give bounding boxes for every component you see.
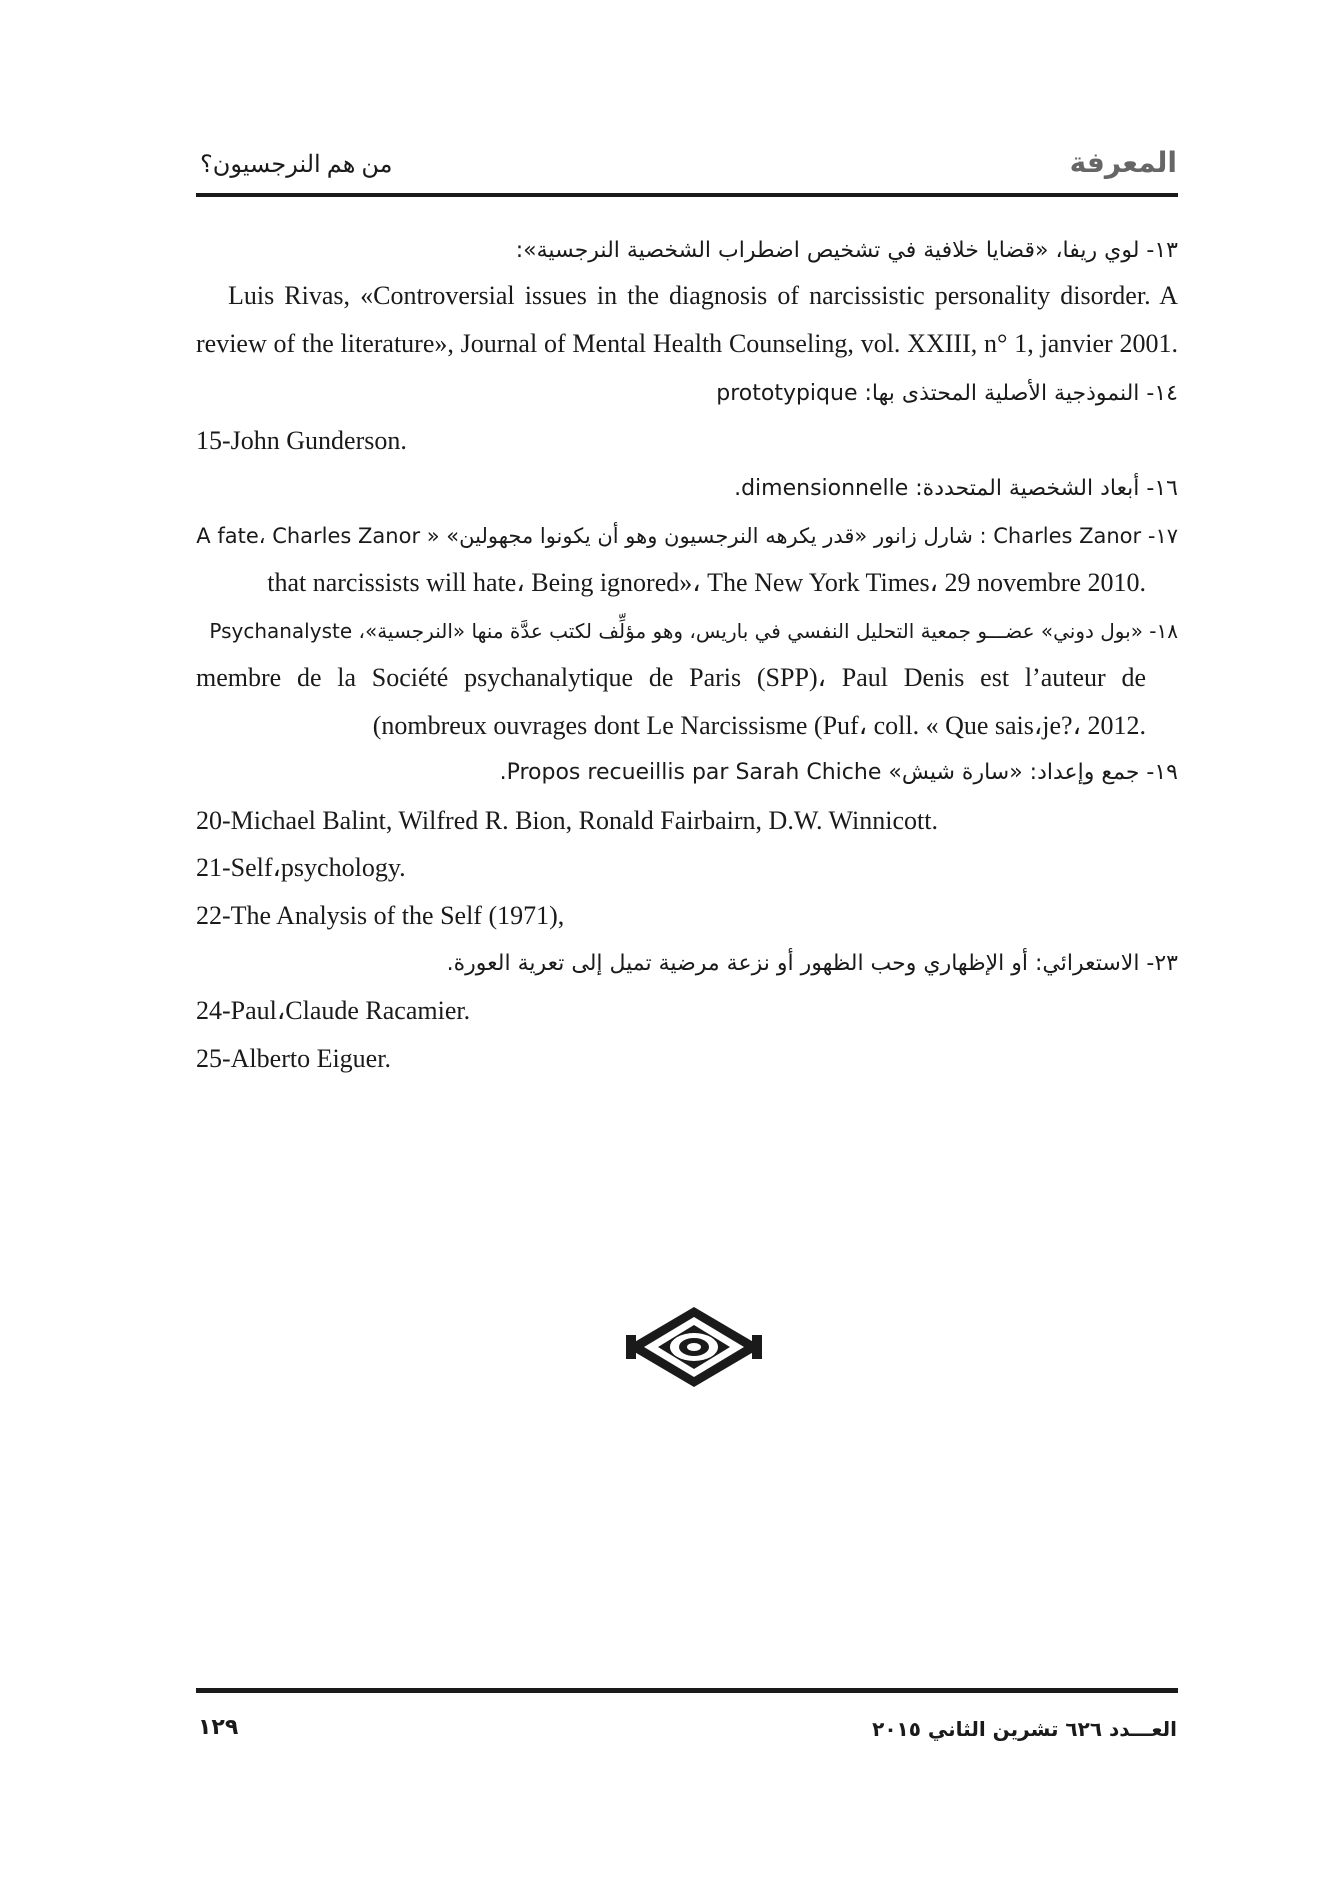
note-17-ref: that narcissists will hate، Being ignored»، The New York Times، 29 novembre 2010. (267, 568, 1146, 597)
page-number: ١٢٩ (198, 1715, 239, 1740)
note-19: ١٩- جمع وإعداد: «سارة شيش» Propos recueillis par Sarah Chiche. (499, 760, 1178, 785)
note-15: 15-John Gunderson. (196, 426, 407, 455)
note-13: ١٣- لوي ريفا، «قضايا خلافية في تشخيص اضطراب الشخصية النرجسية»: (515, 238, 1178, 263)
note-20: 20-Michael Balint, Wilfred R. Bion, Ronald Fairbairn, D.W. Winnicott. (196, 806, 938, 835)
note-21: 21-Self،psychology. (196, 853, 406, 882)
note-14: ١٤- النموذجية الأصلية المحتذى بها: prototypique (716, 381, 1178, 406)
issue-info: العـــدد ٦٢٦ تشرين الثاني ٢٠١٥ (872, 1717, 1177, 1741)
ornament-icon (624, 1305, 764, 1389)
note-23: ٢٣- الاستعرائي: أو الإظهاري وحب الظهور أو نزعة مرضية تميل إلى تعرية العورة. (446, 951, 1178, 976)
top-rule (196, 193, 1178, 197)
note-13-ref-line1: Luis Rivas, «Controversial issues in the diagnosis of narcissistic personality disorder. A (228, 281, 1178, 310)
note-24: 24-Paul،Claude Racamier. (196, 996, 471, 1025)
magazine-logo: المعرفة (1069, 146, 1177, 179)
running-title: من هم النرجسيون؟ (200, 152, 393, 178)
note-13-ref-line2: review of the literature», Journal of Mental Health Counseling, vol. XXIII, n° 1, janvier 2001. (196, 329, 1178, 358)
note-17: ١٧- Charles Zanor : شارل زانور «قدر يكرهه النرجسيون وهو أن يكونوا مجهولين» « A fate، Charles Zanor (196, 524, 1178, 548)
note-22: 22-The Analysis of the Self (1971), (196, 901, 565, 930)
note-18-line2: membre de la Société psychanalytique de Paris (SPP)، Paul Denis est l’auteur de (196, 663, 1146, 692)
bottom-rule (196, 1688, 1178, 1693)
note-16: ١٦- أبعاد الشخصية المتحددة: dimensionnelle. (734, 476, 1178, 501)
note-25: 25-Alberto Eiguer. (196, 1044, 391, 1073)
note-18-line3: (nombreux ouvrages dont Le Narcissisme (Puf، coll. « Que sais،je?، 2012. (372, 711, 1146, 740)
note-18: ١٨- «بول دوني» عضـــو جمعية التحليل النفسي في باريس، وهو مؤلِّف لكتب عدَّة منها «النرجسية»، Psychanalyste (209, 619, 1178, 643)
